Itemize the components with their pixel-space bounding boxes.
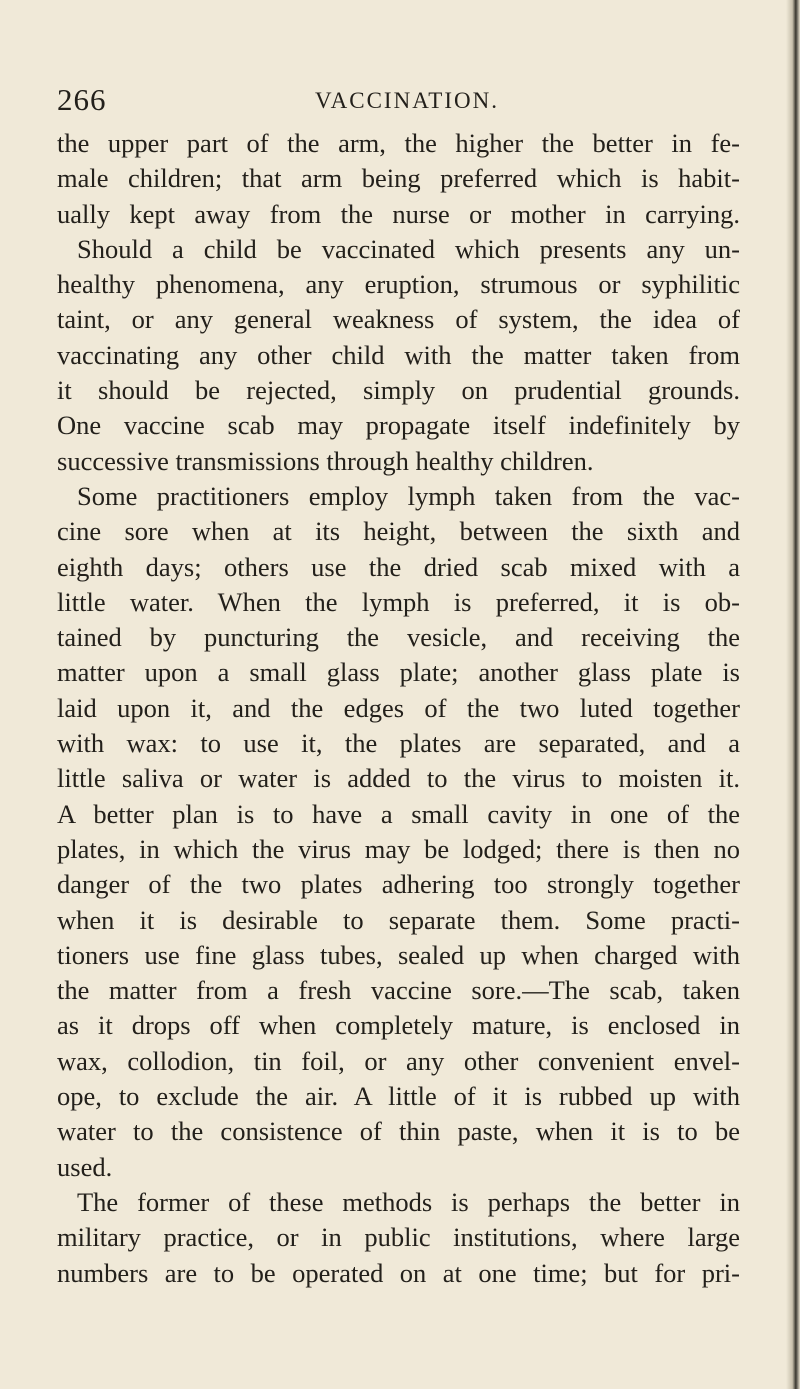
text-line: ope, to exclude the air. A little of it is rubbed up with — [57, 1081, 740, 1112]
text-line: numbers are to be operated on at one time; but for pri- — [57, 1257, 740, 1288]
text-line: male children; that arm being preferred which is habit- — [57, 163, 740, 194]
text-line: Some practitioners employ lymph taken from the vac- — [77, 480, 740, 511]
body-text — [57, 126, 740, 1291]
text-line: little water. When the lymph is preferred, it is ob- — [57, 586, 740, 617]
text-line: plates, in which the virus may be lodged; there is then no — [57, 833, 740, 864]
text-line: wax, collodion, tin foil, or any other convenient envel- — [57, 1045, 740, 1076]
page-number: 266 — [57, 82, 107, 117]
text-line: when it is desirable to separate them. Some practi- — [57, 904, 740, 935]
text-line: it should be rejected, simply on prudential grounds. — [57, 375, 740, 406]
text-line: taint, or any general weakness of system, the idea of — [57, 304, 740, 335]
text-line: vaccinating any other child with the matter taken from — [57, 339, 740, 370]
text-line: the upper part of the arm, the higher the better in fe- — [57, 128, 740, 158]
text-line: ually kept away from the nurse or mother in carrying. — [57, 198, 740, 229]
text-line: used. — [57, 1151, 113, 1182]
text-line: A better plan is to have a small cavity in one of the — [57, 798, 740, 829]
text-line: danger of the two plates adhering too strongly together — [57, 869, 740, 900]
text-line: little saliva or water is added to the virus to moisten it. — [57, 763, 740, 794]
text-line: tioners use fine glass tubes, sealed up when charged with — [57, 939, 740, 970]
text-line: successive transmissions through healthy children. — [57, 445, 594, 476]
text-line: laid upon it, and the edges of the two luted together — [57, 692, 740, 723]
text-line: healthy phenomena, any eruption, strumous or syphilitic — [57, 269, 740, 300]
running-head: VACCINATION. — [315, 88, 499, 113]
text-line: eighth days; others use the dried scab mixed with a — [57, 551, 740, 582]
text-line: with wax: to use it, the plates are separated, and a — [57, 728, 740, 759]
text-line: water to the consistence of thin paste, when it is to be — [57, 1116, 740, 1147]
text-line: military practice, or in public institutions, where large — [57, 1222, 740, 1253]
text-line: tained by puncturing the vesicle, and receiving the — [57, 622, 740, 653]
text-line: as it drops off when completely mature, is enclosed in — [57, 1010, 740, 1041]
text-line: Should a child be vaccinated which presents any un- — [77, 233, 740, 264]
text-line: the matter from a fresh vaccine sore.—The scab, taken — [57, 975, 740, 1006]
page-edge — [786, 0, 800, 1389]
text-line: One vaccine scab may propagate itself indefinitely by — [57, 410, 740, 441]
text-line: matter upon a small glass plate; another glass plate is — [57, 657, 740, 688]
text-line: cine sore when at its height, between the sixth and — [57, 516, 740, 547]
page-header — [57, 82, 757, 122]
text-line: The former of these methods is perhaps the better in — [77, 1186, 740, 1217]
